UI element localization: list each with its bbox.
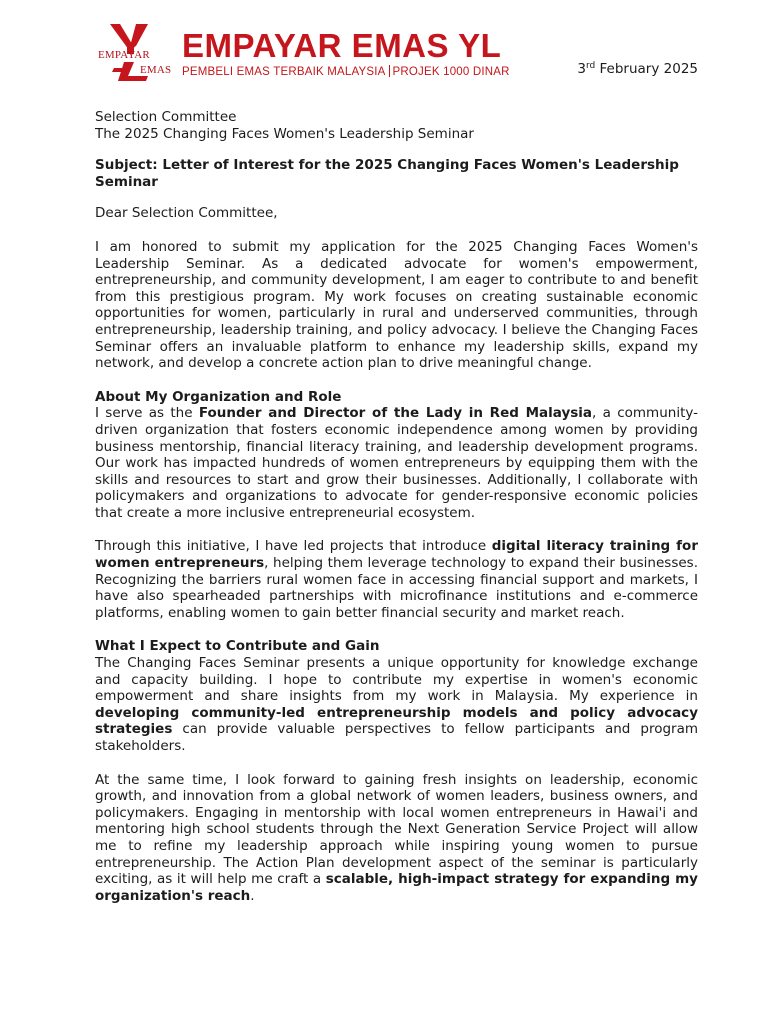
recipient-line-2: The 2025 Changing Faces Women's Leadership Seminar — [95, 125, 474, 142]
recipient-line-1: Selection Committee — [95, 109, 237, 125]
body-text: I serve as the — [95, 405, 199, 422]
emphasis-text: scalable, high-impact strategy for expanding my organization's reach — [95, 871, 698, 904]
paragraph-organization — [95, 405, 698, 521]
letter-date — [577, 60, 698, 78]
paragraph-contribute — [95, 655, 698, 755]
company-name: EMPAYAR EMAS YL — [182, 27, 502, 64]
subject-line: Subject: Letter of Interest for the 2025 Changing Faces Women's Leadership Seminar — [95, 157, 679, 190]
emphasis-text: Founder and Director of the Lady in Red Malaysia — [198, 405, 593, 422]
company-logo — [96, 22, 176, 82]
body-text: can provide valuable perspectives to fellow participants and program stakeholders. — [95, 721, 698, 754]
date-suffix: rd — [585, 61, 596, 71]
logo-word-top: EMPAYAR — [98, 49, 150, 61]
body-text: , a community-driven organization that fosters economic independence among women by providing business mentorship, financial literacy training, and leadership development programs. Our work has impacted hundreds of women entrepreneurs by equipping them with the skills and resources to start and grow their businesses. Additionally, I collaborate with policymakers and organizations to advocate for gender-responsive economic policies that create a more inclusive entrepreneurial ecosystem. — [95, 405, 698, 521]
paragraph-gain — [95, 772, 698, 905]
company-tagline — [182, 65, 510, 79]
letter-body — [95, 109, 698, 904]
date-day: 3 — [577, 61, 586, 77]
tagline-right: PROJEK 1000 DINAR — [392, 66, 510, 78]
tagline-left: PEMBELI EMAS TERBAIK MALAYSIA — [182, 66, 386, 78]
emphasis-text: developing community-led entrepreneurship models and policy advocacy strategies — [95, 704, 698, 738]
body-text: Through this initiative, I have led projects that introduce — [95, 538, 492, 555]
body-text: . — [250, 887, 255, 904]
paragraph-intro — [95, 239, 698, 372]
heading-organization: About My Organization and Role — [95, 388, 342, 405]
recipient-block — [95, 109, 698, 142]
body-text: , helping them leverage technology to expand their businesses. Recognizing the barriers rural women face in accessing financial support and markets, I have also spearheaded partnerships with microfinance institutions and e-commerce platforms, enabling women to gain better financial security and market reach. — [95, 555, 698, 621]
heading-contribute: What I Expect to Contribute and Gain — [95, 638, 380, 655]
date-month-year: February 2025 — [599, 61, 698, 77]
body-text: The Changing Faces Seminar presents a unique opportunity for knowledge exchange and capacity building. I hope to contribute my expertise in women's economic empowerment and share insights from my work in Malaysia. My experience in — [95, 655, 698, 705]
logo-word-bottom: EMAS — [140, 64, 172, 76]
body-text: I am honored to submit my application for the 2025 Changing Faces Women's Leadership Seminar. As a dedicated advocate for women's empowerment, entrepreneurship, and community development, I am eager to contribute to and benefit from this prestigious program. My work focuses on creating sustainable economic opportunities for women, particularly in rural and underserved communities, through entrepreneurship, leadership training, and policy advocacy. I believe the Changing Faces Seminar offers an invaluable platform to enhance my leadership skills, expand my network, and develop a concrete action plan to drive meaningful change. — [95, 238, 698, 372]
tagline-divider — [389, 65, 390, 77]
emphasis-text: digital literacy training for women entrepreneurs — [95, 538, 698, 572]
salutation: Dear Selection Committee, — [95, 205, 278, 222]
paragraph-initiative — [95, 538, 698, 621]
body-text: At the same time, I look forward to gaining fresh insights on leadership, economic growth, and innovation from a global network of women leaders, business owners, and policymakers. Engaging in mentorship with local women entrepreneurs in Hawai'i and mentoring high school students through the Next Generation Service Project will allow me to refine my leadership approach while inspiring young women to pursue entrepreneurship. The Action Plan development aspect of the seminar is particularly exciting, as it will help me craft a — [95, 771, 698, 888]
